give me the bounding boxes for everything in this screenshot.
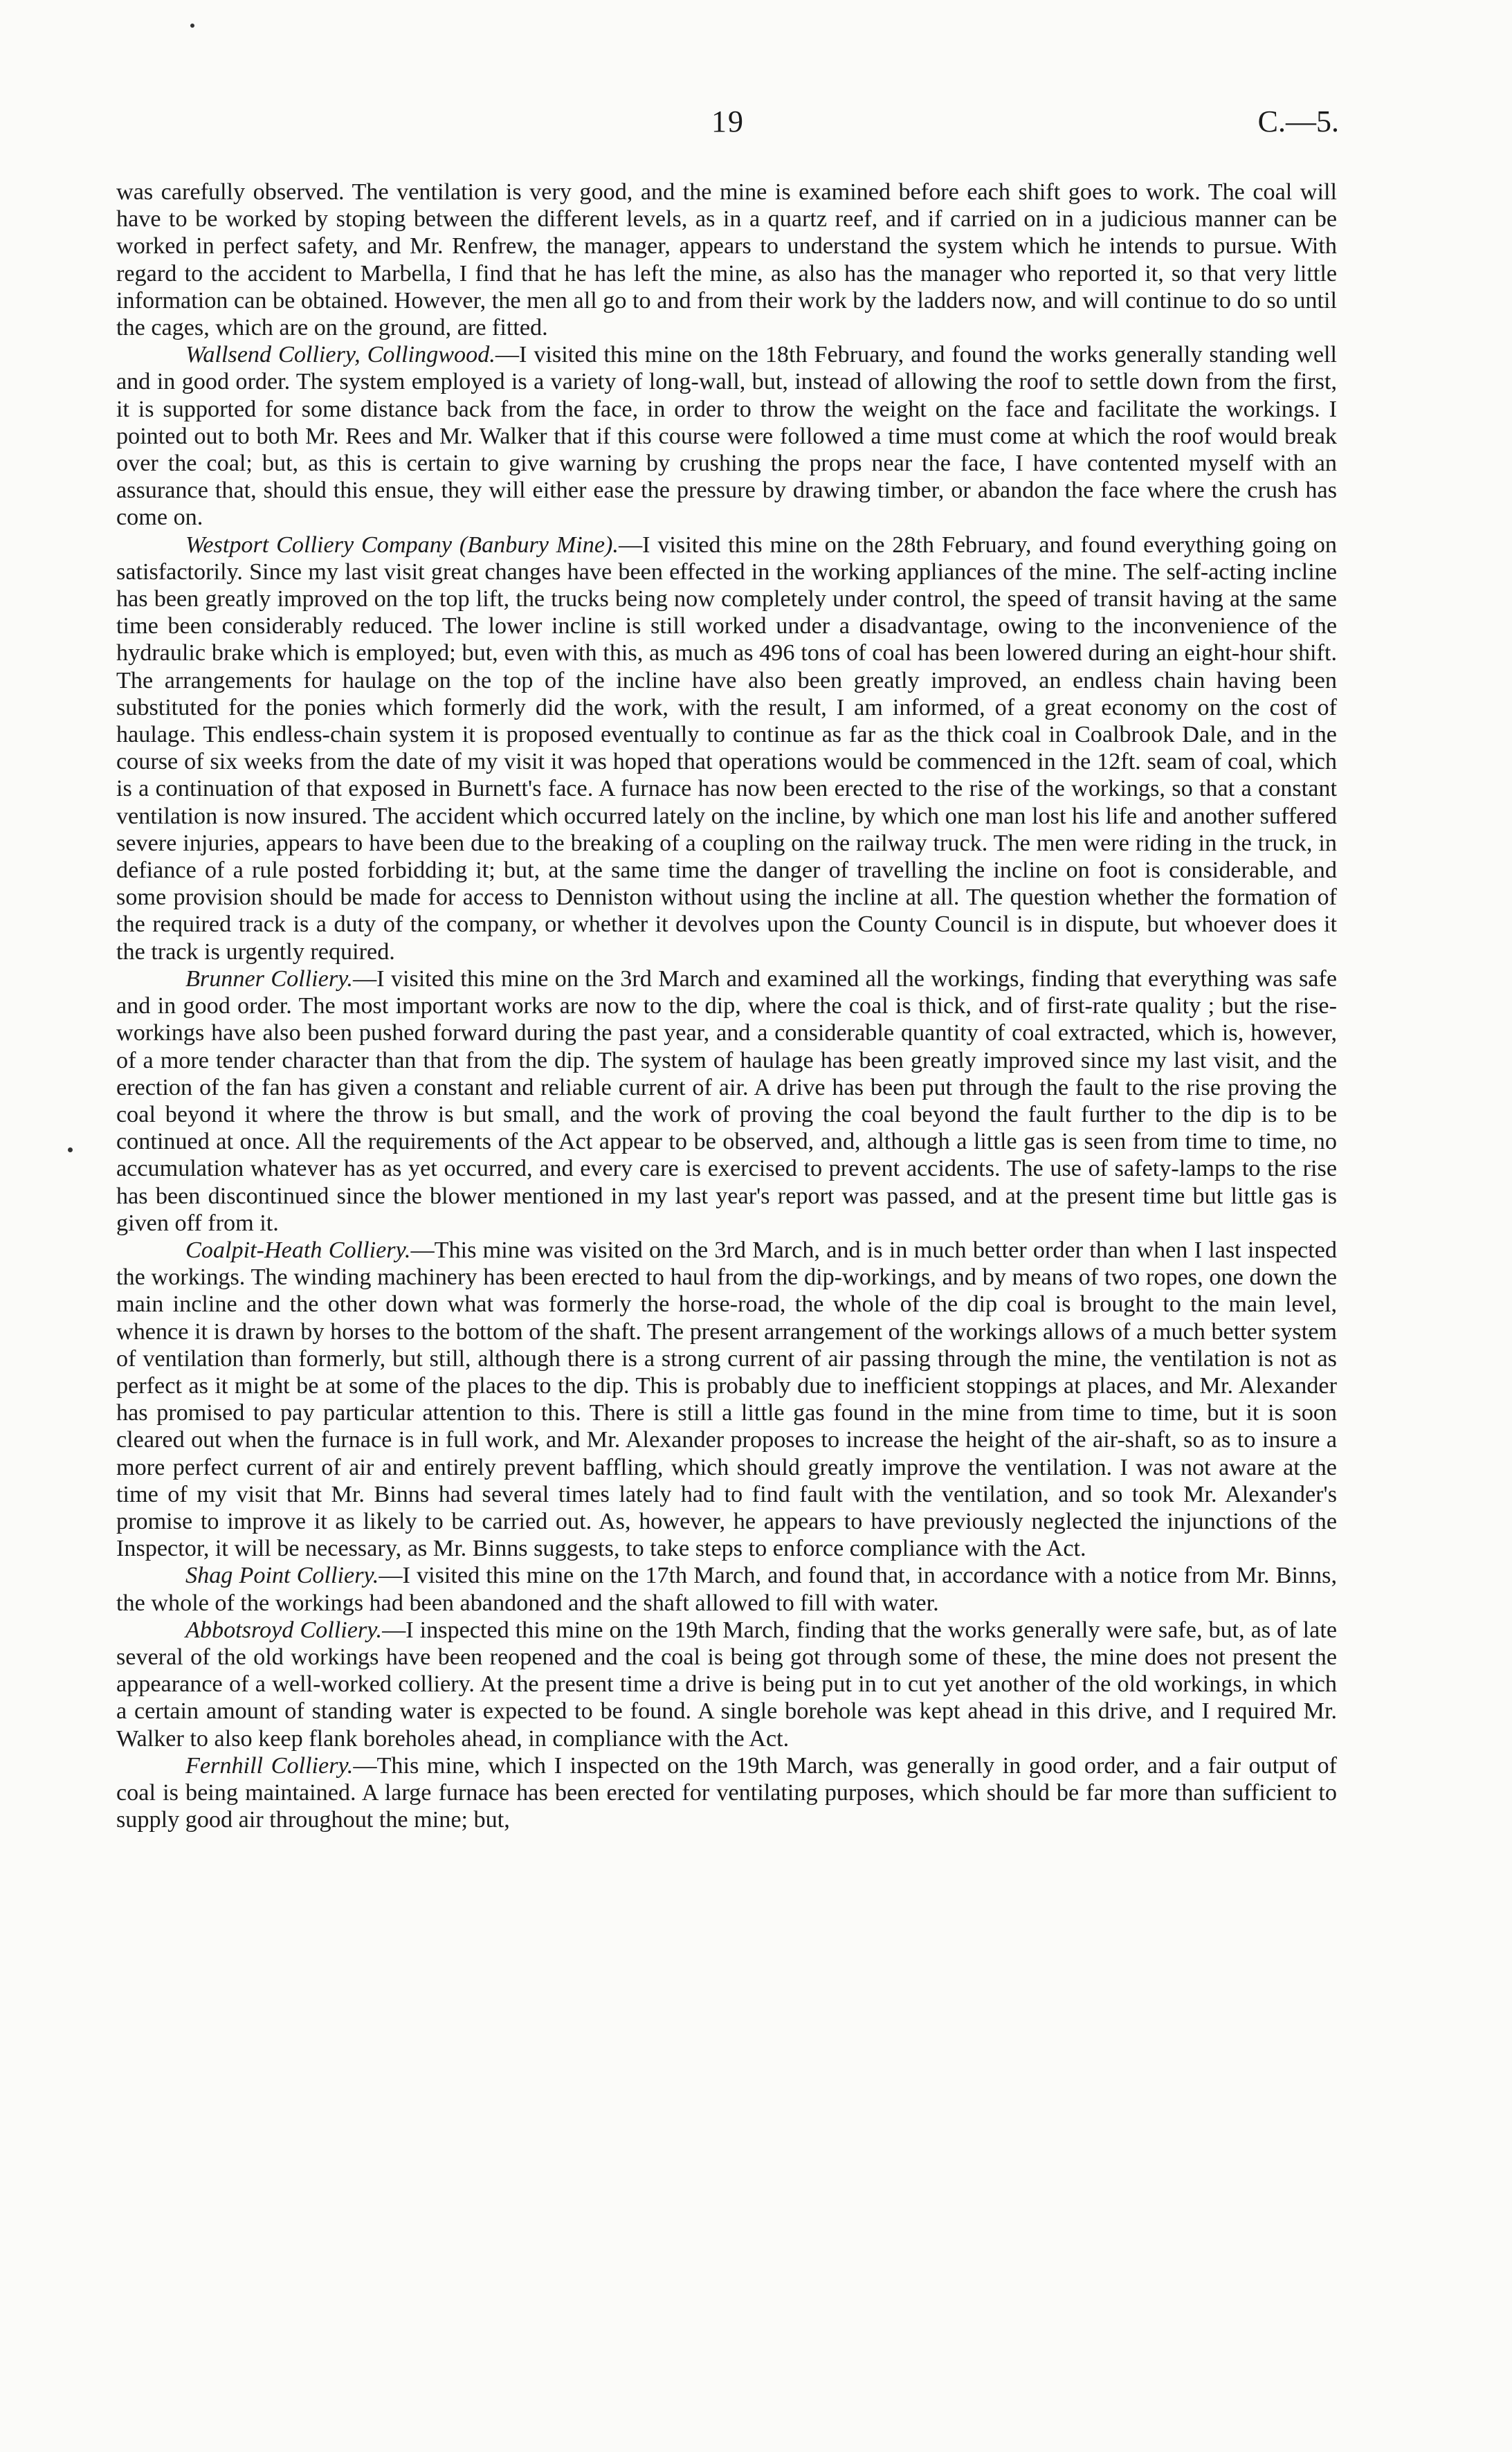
paragraph-text: —This mine, which I inspected on the 19th March, was generally in good order, and a fair output of coal is being maintained. A large furnace has been erected for ventilating purposes, which should be far more than sufficient to supply good air throughout the mine; but, — [116, 1752, 1338, 1833]
scan-speck — [68, 1147, 73, 1152]
paragraph-lead: Abbotsroyd Colliery. — [185, 1617, 383, 1643]
paragraph-text: —This mine was visited on the 3rd March, and is in much better order than when I last inspected the workings. The winding machinery has been erected to haul from the dip-workings, and by means of two ropes, one down the main incline and the other down what was formerly the horse-road, the whole of the dip coal is brought to the main level, whence it is drawn by horses to the bottom of the shaft. The present arrangement of the workings allows of a much better system of ventilation than formerly, but still, although there is a strong current of air passing through the mine, the ventilation is not as perfect as it might be at some of the places to the dip. This is probably due to inefficient stoppings at places, and Mr. Alexander has promised to pay particular attention to this. There is still a little gas found in the mine from time to time, but it is soon cleared out when the furnace is in full work, and Mr. Alexander proposes to increase the height of the air-shaft, so as to insure a more perfect current of air and entirely prevent baffling, which should greatly improve the ventilation. I was not aware at the time of my visit that Mr. Binns had several times lately had to find fault with the ventilation, and so took Mr. Alexander's promise to improve it as likely to be carried out. As, however, he appears to have previously neglected the injunctions of the Inspector, it will be necessary, as Mr. Binns suggests, to take steps to enforce compliance with the Act. — [116, 1237, 1338, 1562]
series-reference: C.—5. — [1257, 105, 1339, 138]
paragraph-text: was carefully observed. The ventilation is very good, and the mine is examined before each shift goes to work. The coal will have to be worked by stoping between the different levels, as in a quartz reef, and if carried on in a judicious manner can be worked in perfect safety, and Mr. Renfrew, the manager, appears to understand the system which he intends to pursue. With regard to the accident to Marbella, I find that he has left the mine, as also has the manager who reported it, so that very little information can be obtained. However, the men all go to and from their work by the ladders now, and will continue to do so until the cages, which are on the ground, are fitted. — [116, 179, 1337, 341]
paragraph-text: —I visited this mine on the 18th February, and found the works generally standing well and in good order. The system employed is a variety of long-wall, but, instead of allowing the roof to settle down from the first, it is supported for some distance back from the face, in order to throw the weight on the face and facilitate the workings. I pointed out to both Mr. Rees and Mr. Walker that if this course were followed a time must come at which the roof would break over the coal; but, as this is certain to give warning by crushing the props near the face, I have contented myself with an assurance that, should this ensue, they will either ease the pressure by drawing timber, or abandon the face where the crush has come on. — [116, 342, 1337, 531]
paragraph-lead: Fernhill Colliery. — [185, 1752, 354, 1779]
paragraph-lead: Shag Point Colliery. — [185, 1563, 379, 1589]
paragraph-continuation — [116, 179, 1337, 341]
paragraph-text: —I visited this mine on the 28th February, and found everything going on satisfactorily. Since my last visit great changes have been effected in the working appliances of the mine. The self-acting incline has been greatly improved on the top lift, the trucks being now completely under control, the speed of transit having at the same time been considerably reduced. The lower incline is still worked under a disadvantage, owing to the inconvenience of the hydraulic brake which is employed; but, even with this, as much as 496 tons of coal has been lowered during an eight-hour shift. The arrangements for haulage on the top of the incline have also been greatly improved, an endless chain having been substituted for the ponies which formerly did the work, with the result, I am informed, of a great economy on the cost of haulage. This endless-chain system it is proposed eventually to continue as far as the thick coal in Coalbrook Dale, and in the course of six weeks from the date of my visit it was hoped that operations would be commenced in the 12ft. seam of coal, which is a continuation of that exposed in Burnett's face. A furnace has now been erected to the rise of the workings, so that a constant ventilation is now insured. The accident which occurred lately on the incline, by which one man lost his life and another suffered severe injuries, appears to have been due to the breaking of a coupling on the railway truck. The men were riding in the truck, in defiance of a rule posted forbidding it; but, at the same time the danger of travelling the incline on foot is considerable, and some provision should be made for access to Denniston without using the incline at all. The question whether the formation of the required track is a duty of the company, or whether it devolves upon the County Council is in dispute, but whoever does it the track is urgently required. — [116, 532, 1337, 965]
paragraph-fernhill — [116, 1752, 1337, 1834]
paragraph-shag-point — [116, 1562, 1337, 1616]
page-number: 19 — [711, 105, 745, 138]
report-body — [116, 179, 1337, 1833]
paragraph-lead: Westport Colliery Company (Banbury Mine). — [185, 532, 619, 558]
paragraph-lead: Wallsend Colliery, Collingwood. — [185, 342, 495, 368]
paragraph-wallsend — [116, 341, 1337, 531]
paragraph-brunner — [116, 965, 1337, 1237]
paragraph-text: —I inspected this mine on the 19th March, finding that the works generally were safe, but, as of late several of the old workings have been reopened and the coal is being got through some of these, the mine does not present the appearance of a well-worked colliery. At the present time a drive is being put in to cut yet another of the old workings, in which a certain amount of standing water is expected to be found. A single borehole was kept ahead in this drive, and I required Mr. Walker to also keep flank boreholes ahead, in compliance with the Act. — [116, 1617, 1338, 1752]
paragraph-lead: Coalpit-Heath Colliery. — [185, 1237, 411, 1263]
paragraph-text: —I visited this mine on the 17th March, and found that, in accordance with a notice from Mr. Binns, the whole of the workings had been abandoned and the shaft allowed to fill with water. — [116, 1563, 1337, 1616]
paragraph-text: —I visited this mine on the 3rd March and examined all the workings, finding that everything was safe and in good order. The most important works are now to the dip, where the coal is thick, and of first-rate quality ; but the rise-workings have also been pushed forward during the past year, and a considerable quantity of coal extracted, which is, however, of a more tender character than that from the dip. The system of haulage has been greatly improved since my last visit, and the erection of the fan has given a constant and reliable current of air. A drive has been put through the fault to the rise proving the coal beyond it where the throw is but small, and the work of proving the coal beyond the fault further to the dip is to be continued at once. All the requirements of the Act appear to be observed, and, although a little gas is seen from time to time, no accumulation whatever has as yet occurred, and every care is exercised to prevent accidents. The use of safety-lamps to the rise has been discontinued since the blower mentioned in my last year's report was passed, and at the present time but little gas is given off from it. — [116, 965, 1337, 1236]
scan-speck — [190, 24, 194, 28]
paragraph-lead: Brunner Colliery. — [185, 965, 353, 992]
paragraph-coalpit-heath — [116, 1237, 1337, 1562]
paragraph-westport — [116, 532, 1337, 965]
paragraph-abbotsroyd — [116, 1617, 1337, 1752]
